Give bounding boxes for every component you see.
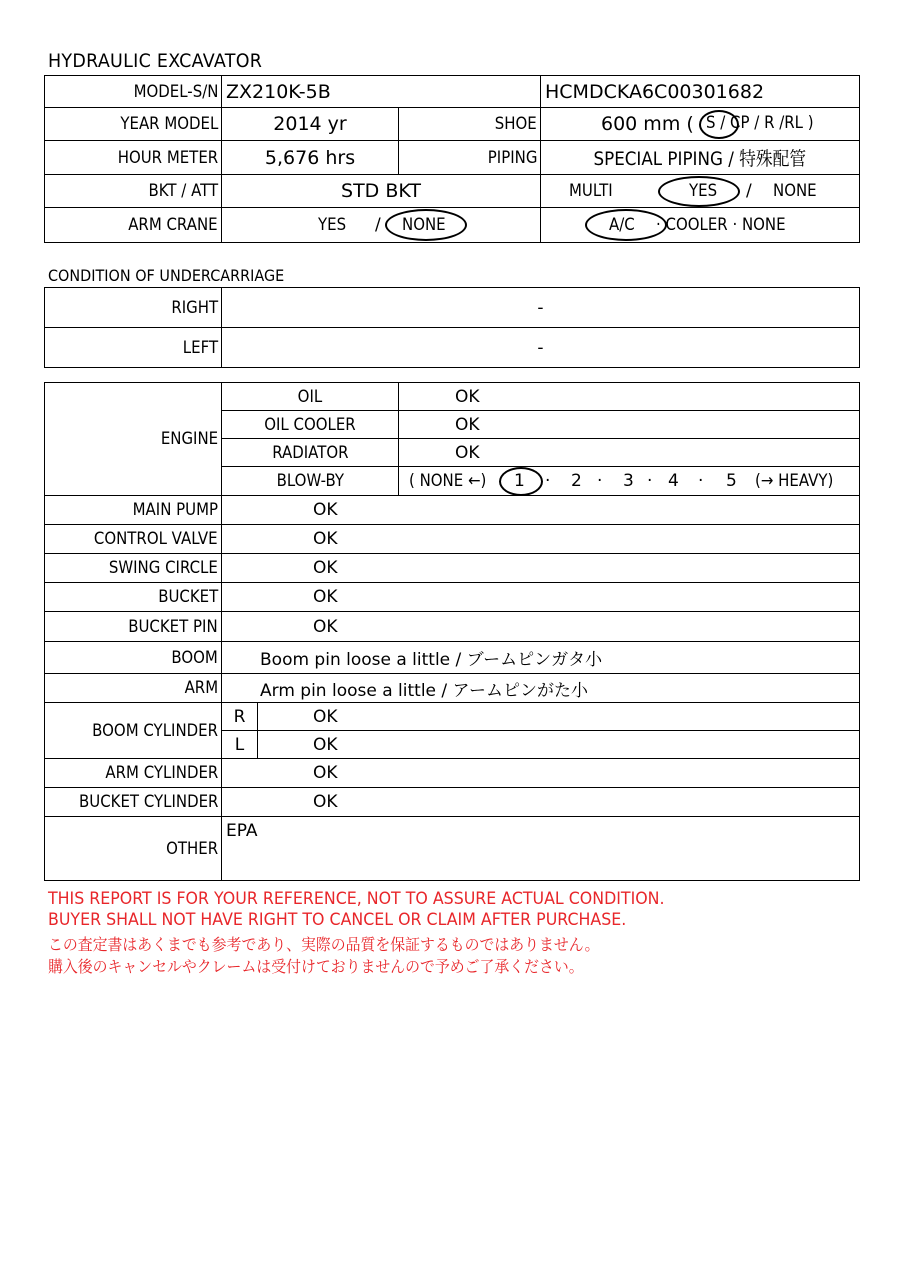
main-pump-label: MAIN PUMP	[45, 496, 222, 525]
boom-cylinder-label: BOOM CYLINDER	[45, 703, 222, 759]
arm-label: ARM	[45, 674, 222, 703]
shoe-value: 600 mm (	[601, 113, 694, 135]
blowby-dot: ·	[597, 471, 603, 491]
multi-none: NONE	[773, 181, 817, 201]
piping-value: SPECIAL PIPING / 特殊配管	[541, 141, 860, 175]
shoe-label: SHOE	[399, 108, 541, 141]
spec-table	[44, 75, 860, 243]
bkt-att-label: BKT / ATT	[45, 175, 222, 208]
disclaimer-line-1: THIS REPORT IS FOR YOUR REFERENCE, NOT TO ASSURE ACTUAL CONDITION.	[48, 889, 665, 909]
boom-value: Boom pin loose a little / ブームピンガタ小	[222, 642, 860, 674]
undercarriage-right-value: -	[222, 288, 860, 328]
blowby-level-4: 4	[668, 471, 679, 491]
undercarriage-right-label: RIGHT	[45, 288, 222, 328]
bucket-cylinder-value: OK	[222, 788, 860, 817]
inspection-table	[44, 382, 860, 881]
model-label: MODEL-S/N	[45, 76, 222, 108]
blowby-dot: ·	[545, 471, 551, 491]
radiator-value: OK	[399, 439, 860, 467]
other-label: OTHER	[45, 817, 222, 881]
year-label: YEAR MODEL	[45, 108, 222, 141]
ac-cell	[541, 208, 860, 243]
shoe-cell	[541, 108, 860, 141]
oil-value: OK	[399, 383, 860, 411]
boom-label: BOOM	[45, 642, 222, 674]
document-title: HYDRAULIC EXCAVATOR	[48, 50, 263, 72]
bucket-label: BUCKET	[45, 583, 222, 612]
other-value: EPA	[222, 817, 860, 881]
main-pump-value: OK	[222, 496, 860, 525]
bucket-pin-label: BUCKET PIN	[45, 612, 222, 642]
oil-cooler-label: OIL COOLER	[222, 411, 399, 439]
multi-cell	[541, 175, 860, 208]
multi-yes: YES	[689, 181, 718, 201]
arm-crane-separator: /	[375, 215, 381, 235]
model-value: ZX210K-5B	[222, 76, 541, 108]
undercarriage-left-label: LEFT	[45, 328, 222, 368]
shoe-options: S / CP / R /RL )	[706, 113, 814, 133]
boom-cylinder-l-value: OK	[258, 731, 860, 759]
blowby-level-2: 2	[571, 471, 582, 491]
blowby-level-5: 5	[726, 471, 737, 491]
bucket-pin-value: OK	[222, 612, 860, 642]
control-valve-label: CONTROL VALVE	[45, 525, 222, 554]
boom-cylinder-l-label: L	[222, 731, 258, 759]
control-valve-value: OK	[222, 525, 860, 554]
ac-other-options: · COOLER · NONE	[656, 215, 786, 235]
disclaimer-line-3: この査定書はあくまでも参考であり、実際の品質を保証するものではありません。	[48, 935, 600, 954]
swing-circle-label: SWING CIRCLE	[45, 554, 222, 583]
hour-meter-value: 5,676 hrs	[222, 141, 399, 175]
blowby-dot: ·	[647, 471, 653, 491]
arm-crane-none: NONE	[402, 215, 446, 235]
blowby-level-1: 1	[514, 471, 525, 491]
boom-cylinder-r-label: R	[222, 703, 258, 731]
serial-number: HCMDCKA6C00301682	[541, 76, 860, 108]
arm-crane-cell	[222, 208, 541, 243]
bucket-cylinder-label: BUCKET CYLINDER	[45, 788, 222, 817]
disclaimer-line-4: 購入後のキャンセルやクレームは受付けておりませんので予めご了承ください。	[48, 957, 584, 976]
blowby-min-label: ( NONE ←)	[409, 471, 487, 491]
year-value: 2014 yr	[222, 108, 399, 141]
arm-crane-label: ARM CRANE	[45, 208, 222, 243]
boom-cylinder-r-value: OK	[258, 703, 860, 731]
blowby-max-label: (→ HEAVY)	[755, 471, 834, 491]
swing-circle-value: OK	[222, 554, 860, 583]
blowby-level-3: 3	[623, 471, 634, 491]
oil-cooler-value: OK	[399, 411, 860, 439]
undercarriage-table	[44, 287, 860, 368]
blowby-scale	[399, 467, 860, 496]
bucket-value: OK	[222, 583, 860, 612]
arm-cylinder-value: OK	[222, 759, 860, 788]
disclaimer-line-2: BUYER SHALL NOT HAVE RIGHT TO CANCEL OR CLAIM AFTER PURCHASE.	[48, 910, 627, 930]
arm-crane-yes: YES	[318, 215, 347, 235]
bkt-att-value: STD BKT	[222, 175, 541, 208]
undercarriage-heading: CONDITION OF UNDERCARRIAGE	[48, 266, 285, 285]
undercarriage-left-value: -	[222, 328, 860, 368]
arm-value: Arm pin loose a little / アームピンがた小	[222, 674, 860, 703]
engine-label: ENGINE	[45, 383, 222, 496]
oil-label: OIL	[222, 383, 399, 411]
blowby-dot: ·	[698, 471, 704, 491]
multi-label: MULTI	[569, 181, 613, 201]
arm-cylinder-label: ARM CYLINDER	[45, 759, 222, 788]
radiator-label: RADIATOR	[222, 439, 399, 467]
blowby-label: BLOW-BY	[222, 467, 399, 496]
hour-meter-label: HOUR METER	[45, 141, 222, 175]
multi-separator: /	[746, 181, 752, 201]
piping-label: PIPING	[399, 141, 541, 175]
ac-option: A/C	[609, 215, 635, 235]
